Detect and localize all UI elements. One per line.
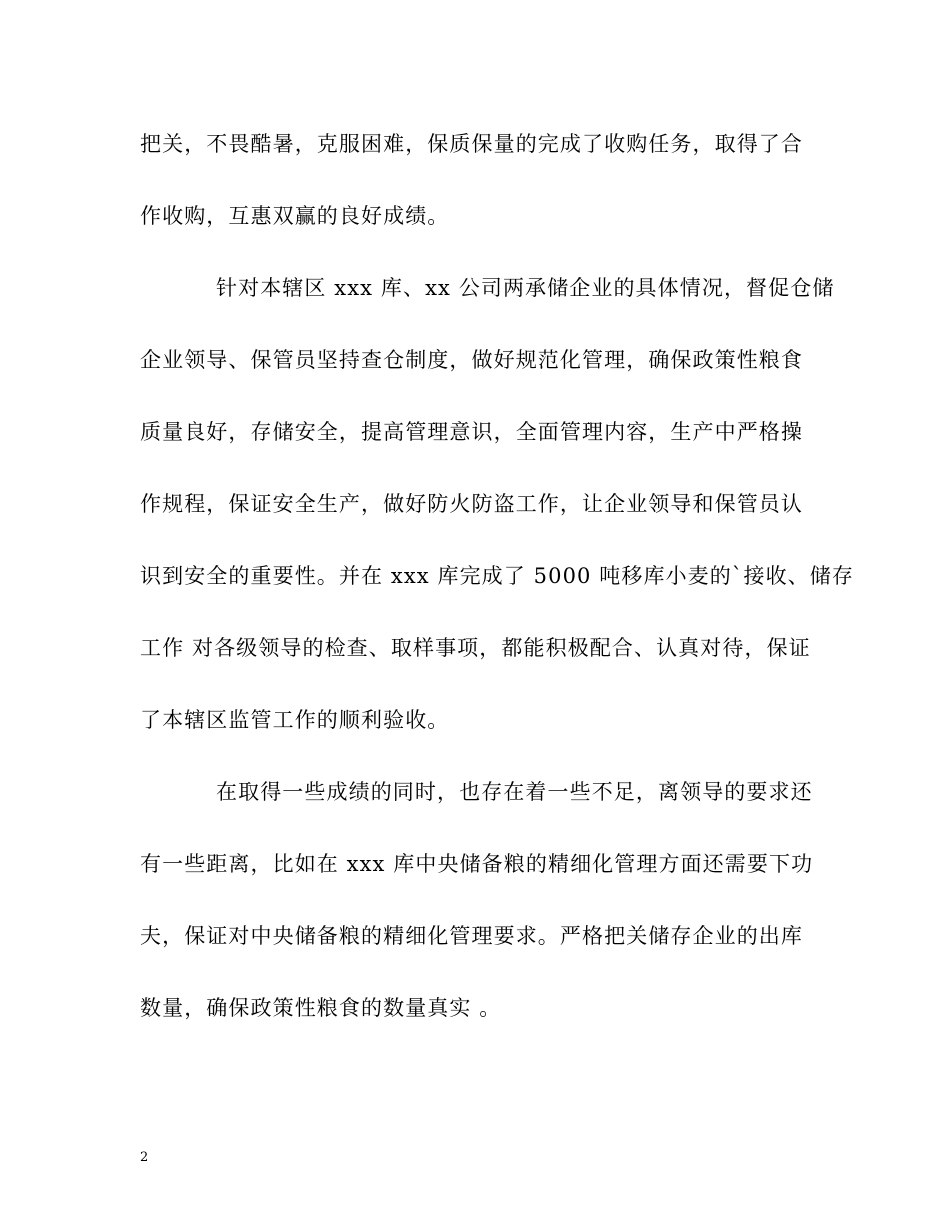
text-line-8: 工作 对各级领导的检查、取样事项，都能积极配合、认真对待，保证	[140, 636, 811, 660]
page-number: 2	[140, 1150, 149, 1165]
text-line-10: 在取得一些成绩的同时，也存在着一些不足，离领导的要求还	[216, 780, 813, 804]
text-line-9: 了本辖区监管工作的顺利验收。	[140, 708, 450, 732]
text-line-1: 把关，不畏酷暑，克服困难，保质保量的完成了收购任务，取得了合	[140, 132, 803, 156]
text-line-7: 识到安全的重要性。并在 xxx 库完成了 5000 吨移库小麦的`接收、储存	[140, 564, 854, 588]
text-line-13: 数量，确保政策性粮食的数量真实 。	[140, 996, 502, 1020]
text-line-4: 企业领导、保管员坚持查仓制度，做好规范化管理，确保政策性粮食	[140, 348, 803, 372]
text-line-6: 作规程，保证安全生产，做好防火防盗工作，让企业领导和保管员认	[140, 492, 803, 516]
text-line-11: 有一些距离，比如在 xxx 库中央储备粮的精细化管理方面还需要下功	[140, 852, 814, 876]
text-line-3: 针对本辖区 xxx 库、xx 公司两承储企业的具体情况，督促仓储	[216, 276, 835, 300]
text-line-12: 夫，保证对中央储备粮的精细化管理要求。严格把关储存企业的出库	[140, 924, 803, 948]
text-line-2: 作收购，互惠双赢的良好成绩。	[140, 204, 450, 228]
text-line-5: 质量良好，存储安全，提高管理意识，全面管理内容，生产中严格操	[140, 420, 803, 444]
